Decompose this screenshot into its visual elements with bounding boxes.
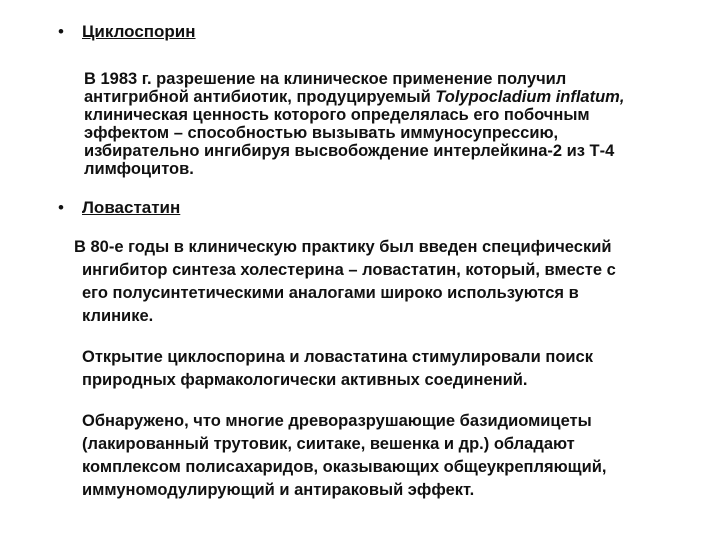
text-segment: антигрибной антибиотик, продуцируемый	[84, 88, 436, 106]
bullet-marker: •	[58, 198, 64, 217]
text-line: В 1983 г. разрешение на клиническое применение получил	[84, 70, 567, 88]
text-line: Открытие циклоспорина и ловастатина стимулировали поиск	[82, 348, 593, 366]
bullet-marker: •	[58, 22, 64, 41]
text-line: его полусинтетическими аналогами широко используются в	[82, 284, 579, 302]
organism-name: Tolypocladium inflatum,	[435, 88, 625, 106]
text-line: природных фармакологически активных соединений.	[82, 371, 528, 389]
text-line: иммуномодулирующий и антираковый эффект.	[82, 481, 475, 499]
section-heading-cyclosporin: Циклоспорин	[82, 22, 196, 41]
text-line: эффектом – способностью вызывать иммуносупрессию,	[84, 124, 559, 142]
discovery-paragraph	[82, 346, 593, 392]
section-heading-lovastatin: Ловастатин	[82, 198, 181, 217]
basidiomycetes-paragraph	[82, 410, 606, 502]
cyclosporin-paragraph	[84, 70, 624, 178]
text-line: избирательно ингибируя высвобождение интерлейкина-2 из Т-4	[84, 142, 615, 160]
text-line: В 80-е годы в клиническую практику был введен специфический	[74, 238, 612, 256]
text-line: комплексом полисахаридов, оказывающих общеукрепляющий,	[82, 458, 607, 476]
text-line	[84, 88, 624, 106]
text-line: клиническая ценность которого определялась его побочным	[84, 106, 590, 124]
text-line: Обнаружено, что многие древоразрушающие базидиомицеты	[82, 412, 592, 430]
text-line: лимфоцитов.	[84, 160, 194, 178]
text-line: ингибитор синтеза холестерина – ловастатин, который, вместе с	[82, 261, 616, 279]
text-line: (лакированный трутовик, сиитаке, вешенка и др.) обладают	[82, 435, 575, 453]
text-line: клинике.	[82, 307, 154, 325]
lovastatin-paragraph	[74, 236, 616, 328]
